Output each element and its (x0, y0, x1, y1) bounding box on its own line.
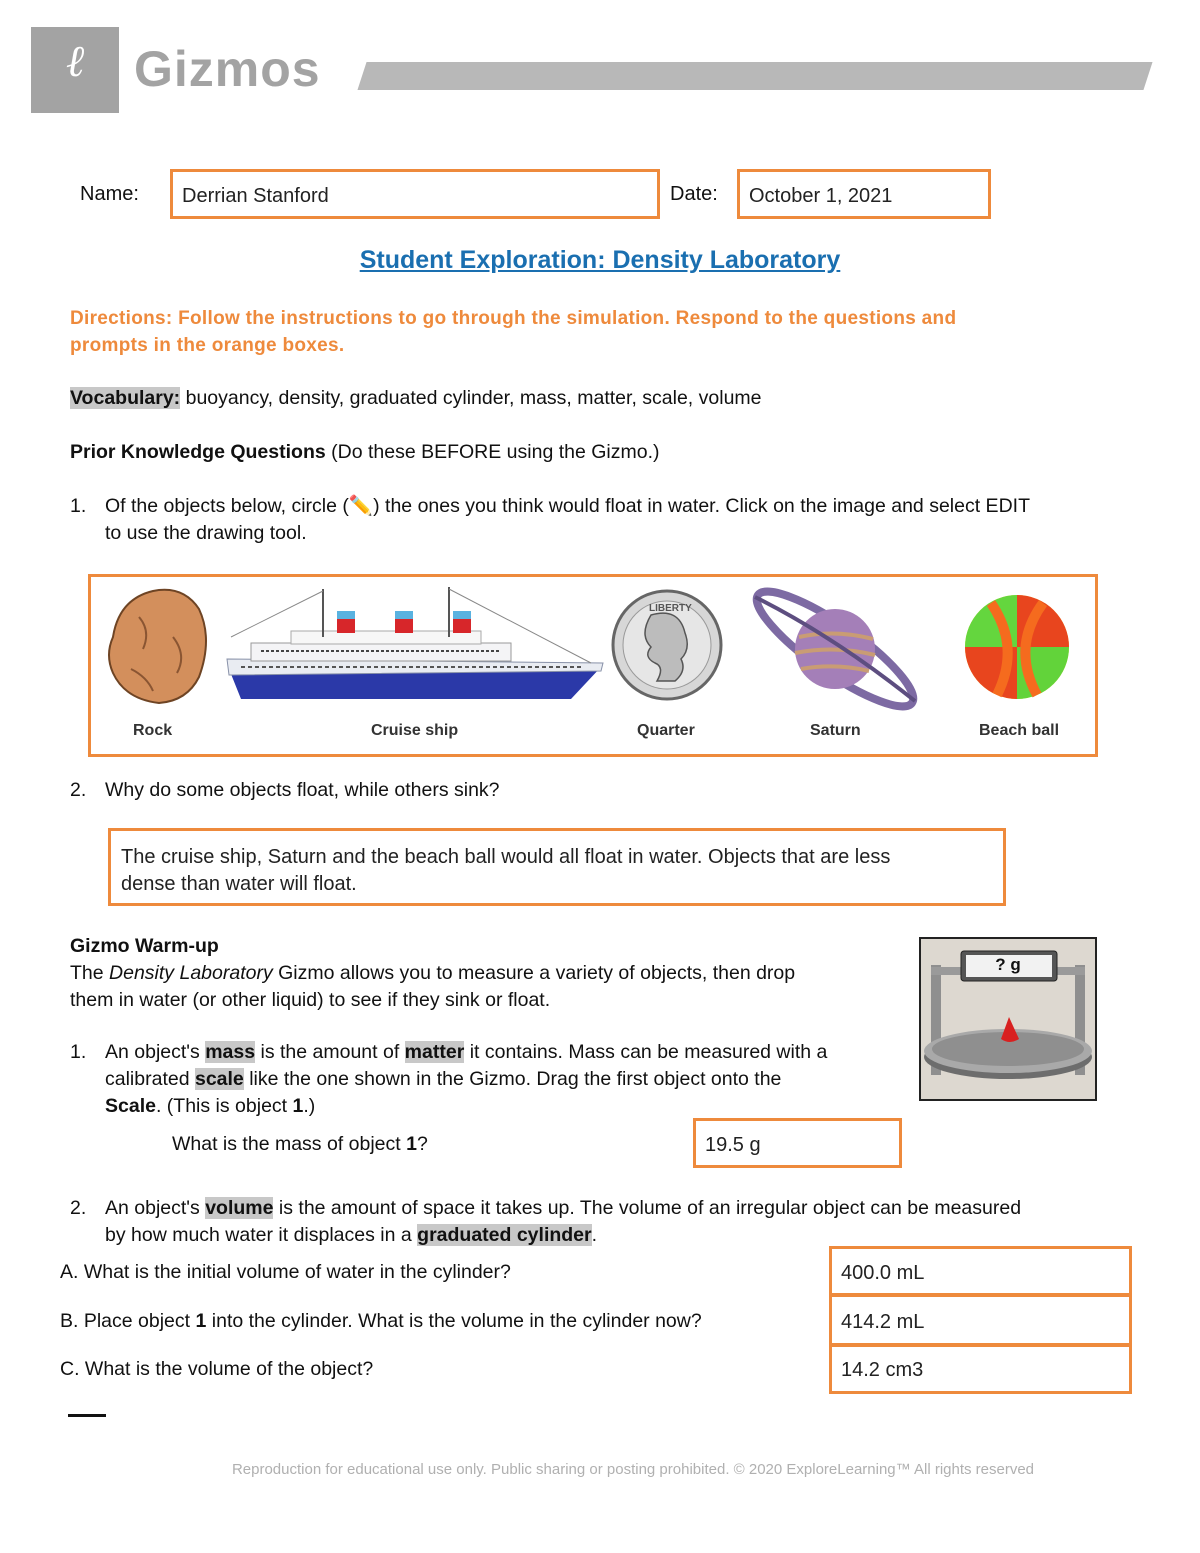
prior-q2-text: Why do some objects float, while others sink? (105, 779, 500, 801)
mass-answer-box[interactable] (693, 1118, 902, 1168)
answer-a-box[interactable] (829, 1246, 1132, 1296)
name-field[interactable] (170, 169, 660, 219)
saturn-icon (744, 577, 926, 723)
scale-display: ? g (995, 955, 1021, 974)
answer-c: 14.2 cm3 (841, 1359, 924, 1381)
warmup-q2-number: 2. (70, 1197, 87, 1219)
answer-b-box[interactable] (829, 1294, 1132, 1346)
objects-image[interactable] (88, 574, 1098, 757)
term-graduated-cylinder: graduated cylinder (417, 1224, 592, 1246)
object-label-cruise-ship: Cruise ship (371, 722, 459, 739)
prior-q2-answer-line-2: dense than water will float. (121, 873, 357, 895)
prior-q1-line-1: Of the objects below, circle (✏️) the ones you think would float in water. Click on the image and select EDIT (105, 495, 1030, 517)
directions-line-1: Directions: Follow the instructions to go through the simulation. Respond to the questions and (70, 308, 957, 329)
term-matter: matter (404, 1041, 465, 1063)
prior-q2-number: 2. (70, 779, 87, 801)
cruise-ship-icon (227, 587, 603, 699)
vocabulary-terms: buoyancy, density, graduated cylinder, mass, matter, scale, volume (180, 387, 762, 409)
date-label: Date: (670, 183, 718, 205)
warmup-heading: Gizmo Warm-up (70, 935, 219, 957)
warmup-q1-number: 1. (70, 1041, 87, 1063)
answer-b: 414.2 mL (841, 1311, 925, 1333)
directions (70, 305, 1130, 359)
mass-answer: 19.5 g (705, 1134, 761, 1156)
object-label-quarter: Quarter (637, 722, 695, 739)
term-mass: mass (205, 1041, 256, 1063)
brand-name: Gizmos (134, 41, 321, 97)
prior-q1-text (105, 493, 1165, 547)
question-a: A. What is the initial volume of water in the cylinder? (60, 1261, 511, 1283)
vocabulary (70, 385, 762, 412)
question-c: C. What is the volume of the object? (60, 1358, 374, 1380)
prior-heading-note: (Do these BEFORE using the Gizmo.) (325, 441, 660, 463)
prior-heading-text: Prior Knowledge Questions (70, 441, 326, 463)
header-bar (357, 62, 1152, 90)
warmup-q2-text: An object's volume is the amount of space it takes up. The volume of an irregular object can be measured by how much water it displaces in a graduated cylinder. (105, 1197, 1022, 1246)
coin-text: LIBERTY (649, 603, 692, 614)
prior-q2-answer-box[interactable] (108, 828, 1006, 906)
warmup-intro (70, 960, 910, 1014)
name-value: Derrian Stanford (182, 185, 329, 207)
object-label-rock: Rock (133, 722, 173, 739)
scale-image (919, 937, 1097, 1101)
objects-illustration (91, 577, 1095, 754)
question-b: B. Place object 1 into the cylinder. What is the volume in the cylinder now? (60, 1310, 702, 1332)
date-value: October 1, 2021 (749, 185, 893, 207)
answer-a: 400.0 mL (841, 1262, 925, 1284)
warmup-intro-line-2: them in water (or other liquid) to see if they sink or float. (70, 989, 551, 1011)
footer-text: Reproduction for educational use only. Public sharing or posting prohibited. © 2020 ExploreLearning™ All rights reserved (231, 1461, 1035, 1478)
object-label-saturn: Saturn (810, 722, 861, 739)
vocabulary-label: Vocabulary: (70, 387, 181, 409)
object-label-beach-ball: Beach ball (979, 722, 1060, 739)
page-title: Student Exploration: Density Laboratory (359, 246, 841, 274)
mass-question: What is the mass of object 1? (172, 1133, 428, 1155)
prior-q2-answer (121, 844, 890, 898)
answer-c-box[interactable] (829, 1344, 1132, 1394)
quarter-icon (613, 591, 721, 699)
logo-icon: ℓ (65, 36, 85, 87)
directions-line-2: prompts in the orange boxes. (70, 335, 345, 356)
rock-icon (109, 590, 206, 703)
prior-q1-number: 1. (70, 495, 87, 517)
prior-knowledge-heading (70, 439, 660, 466)
prior-q2-answer-line-1: The cruise ship, Saturn and the beach ball would all float in water. Objects that are less (121, 846, 891, 868)
name-label: Name: (80, 183, 139, 205)
separator-line (68, 1414, 106, 1417)
date-field[interactable] (737, 169, 991, 219)
warmup-q1-text: An object's mass is the amount of matter it contains. Mass can be measured with a calibrated scale like the one shown in the Gizmo. Drag the first object onto the Scale. (This is object 1.) (105, 1041, 828, 1117)
warmup-intro-line-1: The Density Laboratory Gizmo allows you to measure a variety of objects, then drop (70, 962, 796, 984)
term-volume: volume (205, 1197, 274, 1219)
prior-q1-line-2: to use the drawing tool. (105, 522, 307, 544)
beach-ball-icon (965, 595, 1069, 699)
term-scale: scale (194, 1068, 244, 1090)
